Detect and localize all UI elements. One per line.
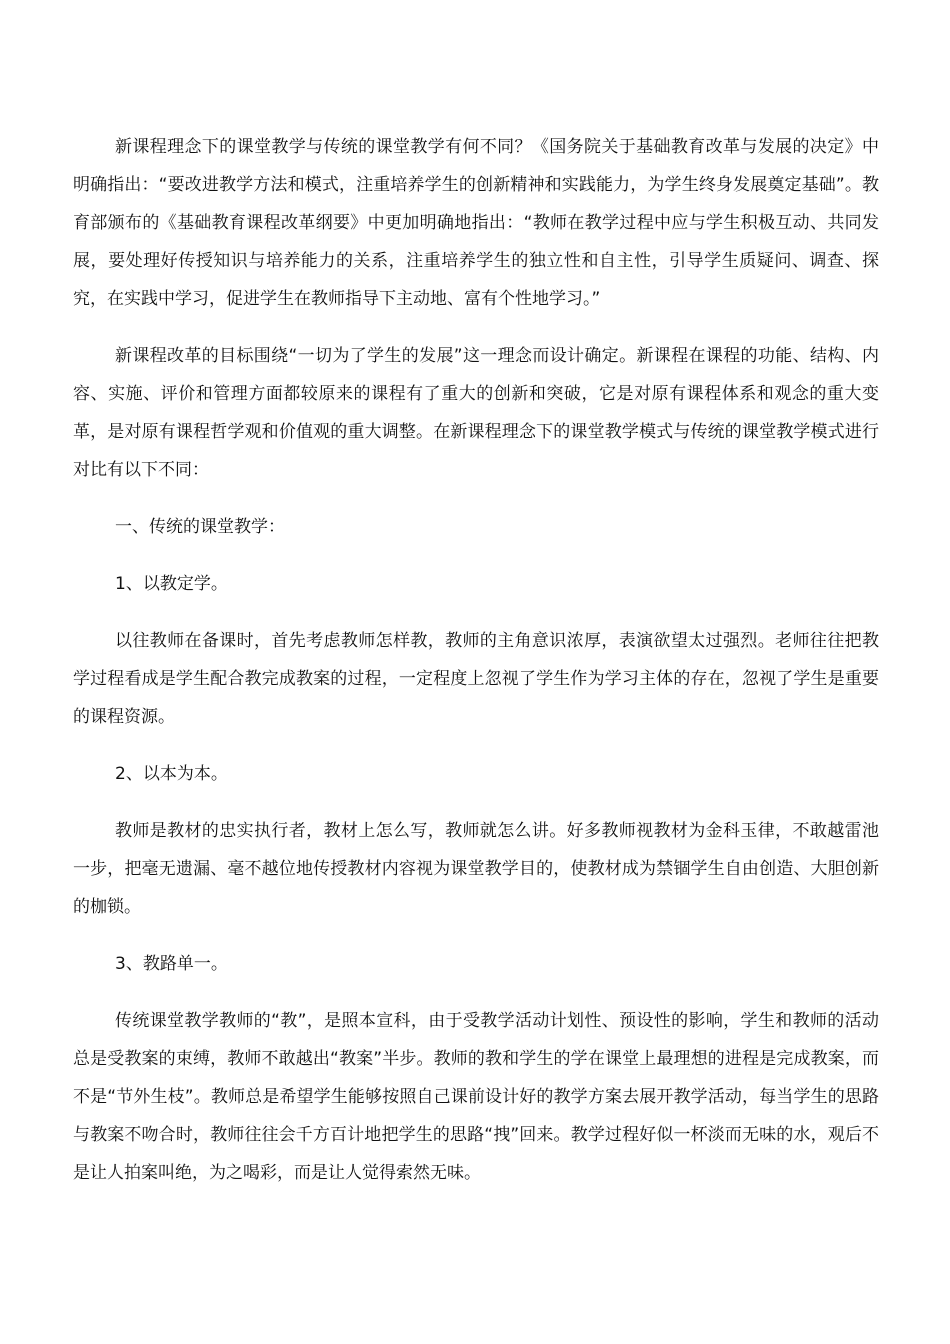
paragraph-reform-goal: 新课程改革的目标围绕“一切为了学生的发展”这一理念而设计确定。新课程在课程的功能、结构、内容、实施、评价和管理方面都较原来的课程有了重大的创新和突破，它是对原有课程体系和观念的重大变革，是对原有课程哲学观和价值观的重大调整。在新课程理念下的课堂教学模式与传统的课堂教学模式进行对比有以下不同： xyxy=(73,346,879,480)
document-body xyxy=(73,128,879,1211)
paragraph-intro: 新课程理念下的课堂教学与传统的课堂教学有何不同？《国务院关于基础教育改革与发展的决定》中明确指出：“要改进教学方法和模式，注重培养学生的创新精神和实践能力，为学生终身发展奠定基础”。教育部颁布的《基础教育课程改革纲要》中更加明确地指出：“教师在教学过程中应与学生积极互动、共同发展，要处理好传授知识与培养能力的关系，注重培养学生的独立性和自主性，引导学生质疑问、调查、探究，在实践中学习，促进学生在教师指导下主动地、富有个性地学习。” xyxy=(73,137,879,309)
paragraph-1: 以往教师在备课时，首先考虑教师怎样教，教师的主角意识浓厚，表演欲望太过强烈。老师往往把教学过程看成是学生配合教完成教案的过程，一定程度上忽视了学生作为学习主体的存在，忽视了学生是重要的课程资源。 xyxy=(73,631,879,727)
paragraph-3: 传统课堂教学教师的“教”，是照本宣科，由于受教学活动计划性、预设性的影响，学生和教师的活动总是受教案的束缚，教师不敢越出“教案”半步。教师的教和学生的学在课堂上最理想的进程是完成教案，而不是“节外生枝”。教师总是希望学生能够按照自己课前设计好的教学方案去展开教学活动，每当学生的思路与教案不吻合时，教师往往会千方百计地把学生的思路“拽”回来。教学过程好似一杯淡而无味的水，观后不是让人拍案叫绝，为之喝彩，而是让人觉得索然无味。 xyxy=(73,1011,879,1183)
subheading-1: 1、以教定学。 xyxy=(115,574,228,594)
subheading-3: 3、教路单一。 xyxy=(115,954,228,974)
section-heading-traditional: 一、传统的课堂教学： xyxy=(115,517,285,537)
paragraph-2: 教师是教材的忠实执行者，教材上怎么写，教师就怎么讲。好多教师视教材为金科玉律，不敢越雷池一步，把毫无遗漏、毫不越位地传授教材内容视为课堂教学目的，使教材成为禁锢学生自由创造、大胆创新的枷锁。 xyxy=(73,821,879,917)
subheading-2: 2、以本为本。 xyxy=(115,764,228,784)
